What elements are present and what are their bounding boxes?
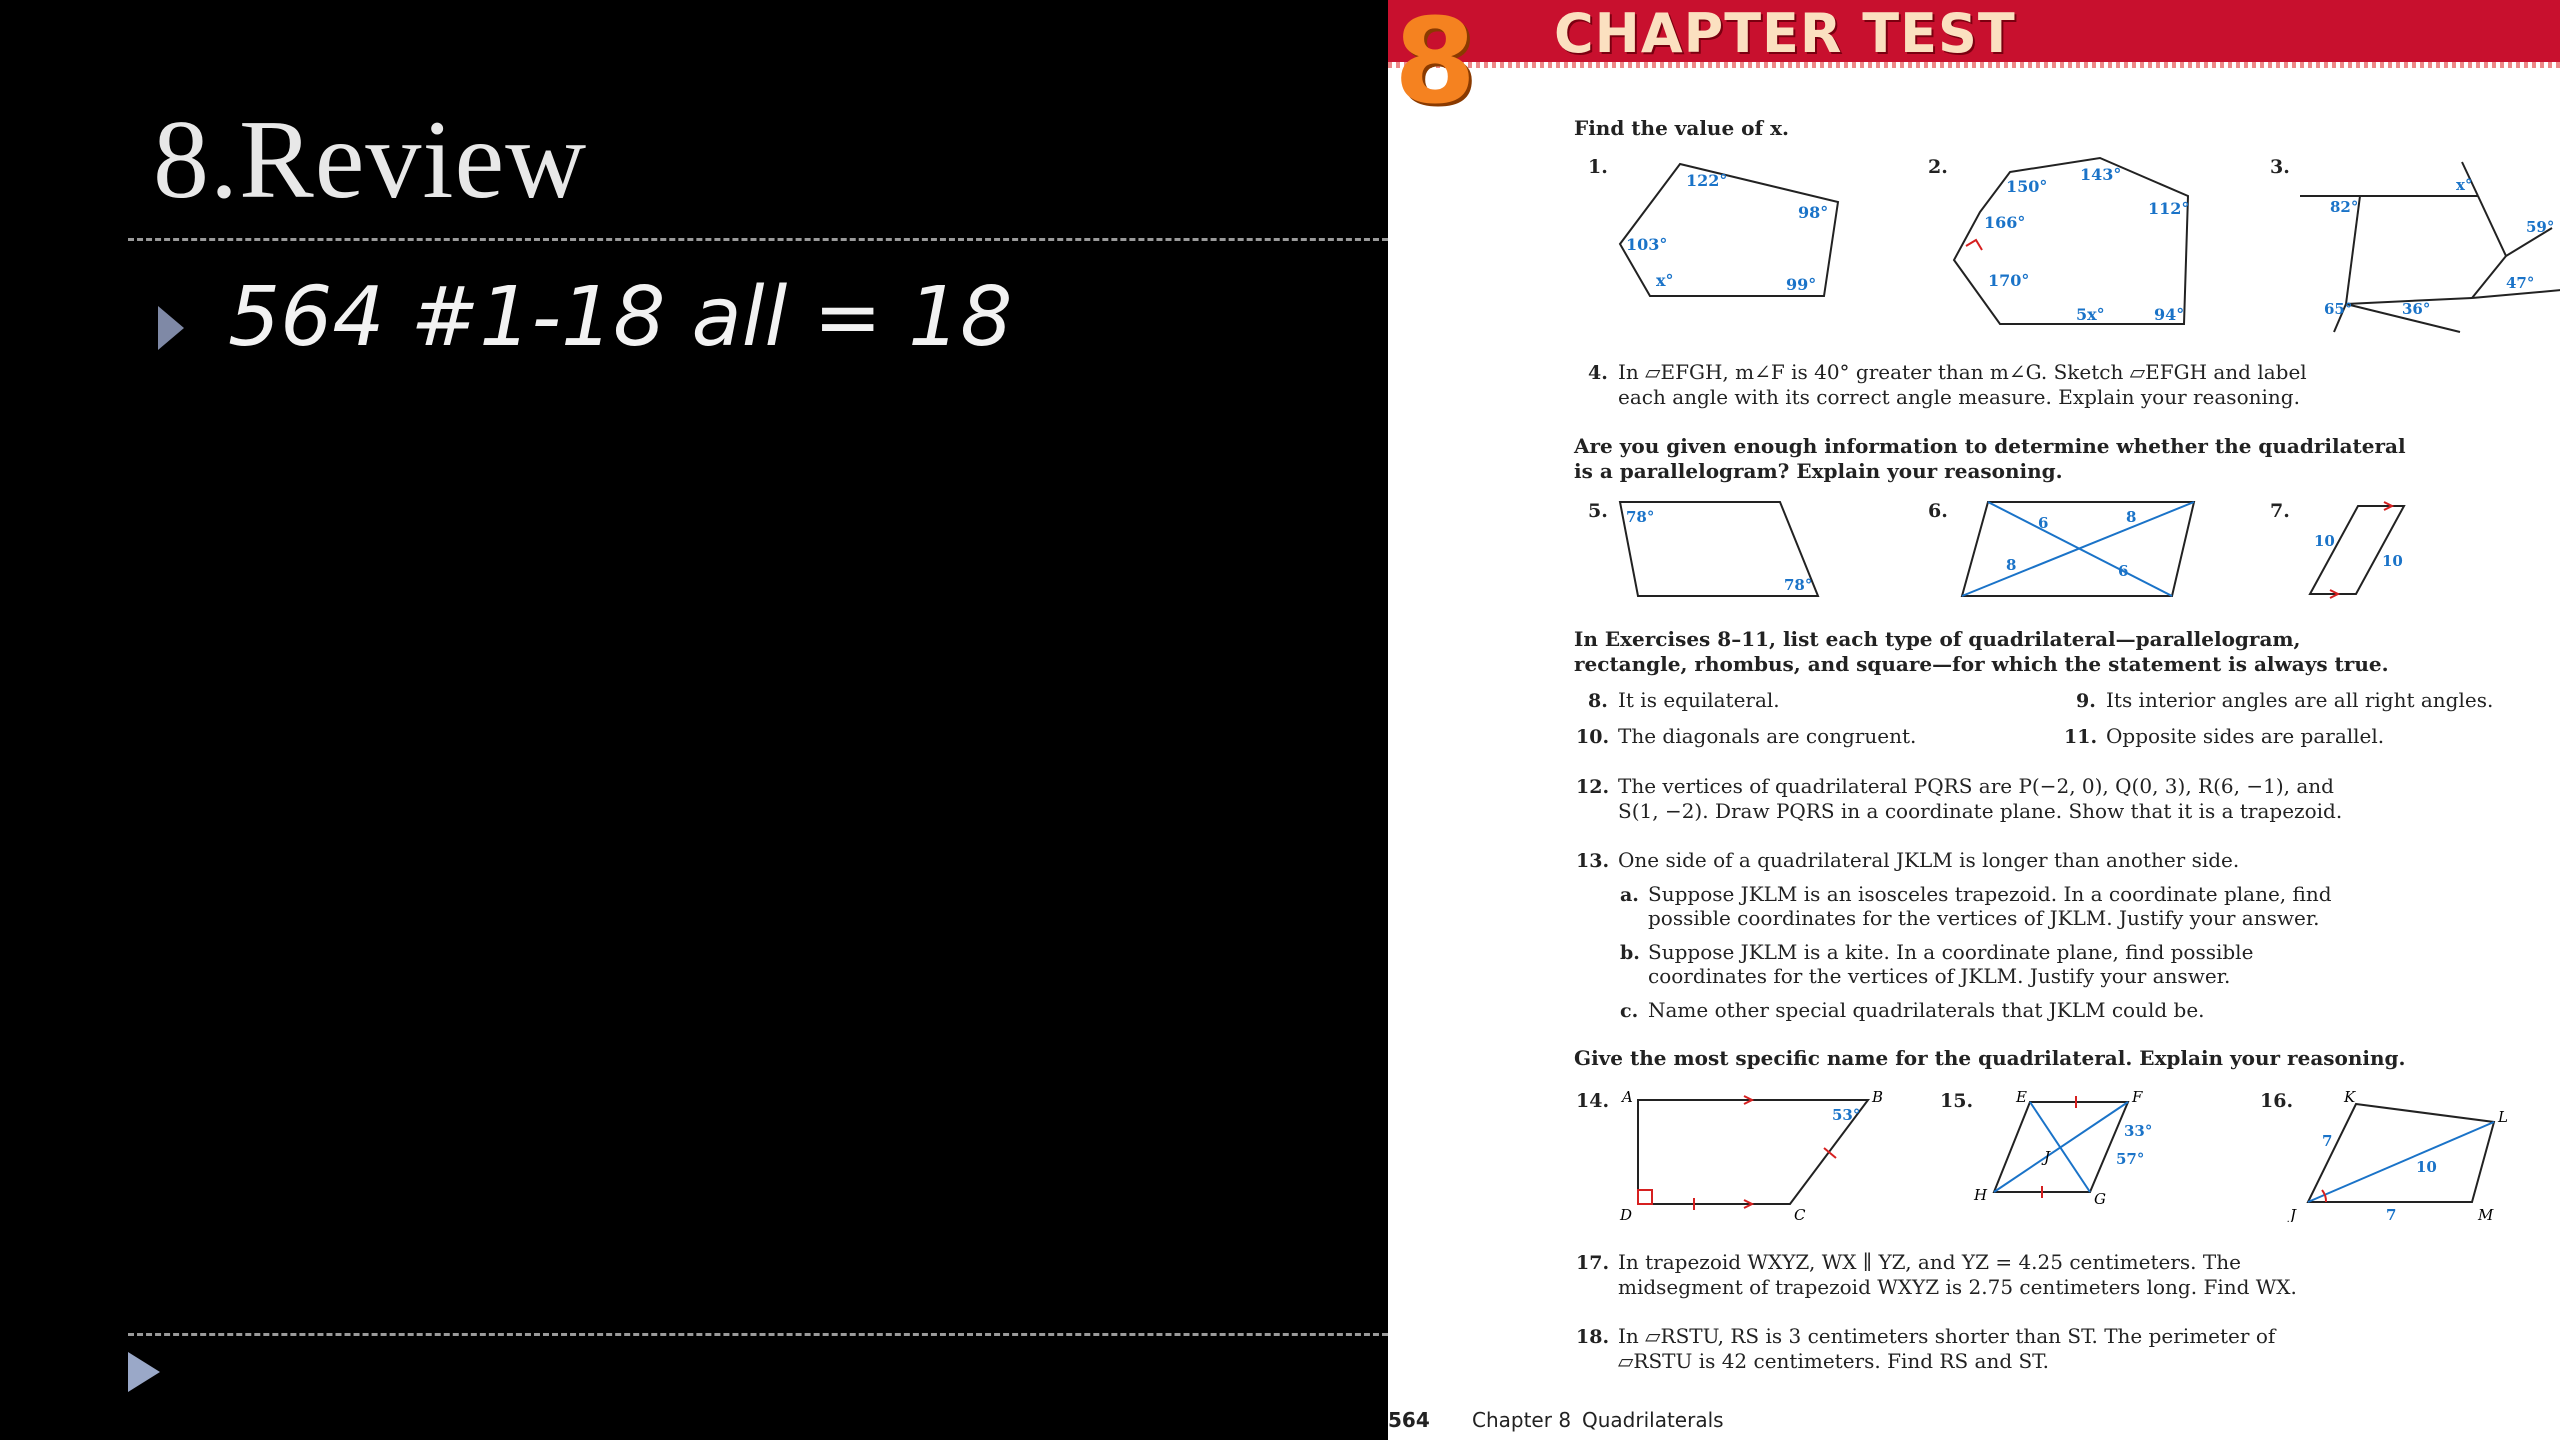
- ex4-line2: each angle with its correct angle measure. Explain your reasoning.: [1618, 385, 2300, 409]
- fig5-angle-bottom: 78°: [1784, 576, 1813, 594]
- ex13-text: One side of a quadrilateral JKLM is longer than another side.: [1618, 848, 2240, 872]
- fig15-vertex-G: G: [2094, 1190, 2106, 1208]
- fig16-vertex-L: L: [2498, 1108, 2508, 1126]
- ex4-line1: In ▱EFGH, m∠F is 40° greater than m∠G. Sketch ▱EFGH and label: [1618, 360, 2307, 384]
- footer-section: Quadrilaterals: [1582, 1408, 1724, 1432]
- chapter-number: 8: [1394, 0, 1477, 130]
- figure-14-trapezoid: [1614, 1086, 1904, 1222]
- ex13-number: 13.: [1576, 850, 1610, 872]
- section-parallelogram-l1: Are you given enough information to determine whether the quadrilateral: [1574, 434, 2406, 458]
- ex16-number: 16.: [2260, 1090, 2294, 1112]
- ex8-number: 8.: [1588, 690, 1608, 712]
- footer-chapter: Chapter 8: [1472, 1408, 1572, 1432]
- fig16-vertex-M: M: [2478, 1206, 2494, 1222]
- fig14-vertex-B: B: [1872, 1088, 1884, 1106]
- section-quad-types-l2: rectangle, rhombus, and square—for which the statement is always true.: [1574, 652, 2389, 676]
- fig3-angle-36: 36°: [2402, 300, 2431, 318]
- ex2-number: 2.: [1928, 156, 1948, 178]
- ex14-number: 14.: [1576, 1090, 1610, 1112]
- bullet-triangle-icon: [158, 306, 184, 350]
- figure-1-pentagon: [1610, 150, 1870, 310]
- figure-7-parallelogram: [2298, 498, 2438, 602]
- fig14-vertex-D: D: [1620, 1206, 1633, 1222]
- ex10-text: The diagonals are congruent.: [1618, 724, 1917, 748]
- fig14-vertex-C: C: [1794, 1206, 1806, 1222]
- fig15-vertex-E: E: [2016, 1088, 2027, 1106]
- ex12-number: 12.: [1576, 776, 1610, 798]
- ex11-number: 11.: [2064, 726, 2098, 748]
- fig1-angle-98: 98°: [1798, 203, 1829, 222]
- fig3-angle-x: x°: [2456, 176, 2473, 194]
- chapter-title: CHAPTER TEST: [1554, 2, 2016, 65]
- section-parallelogram-l2: is a parallelogram? Explain your reasoning.: [1574, 459, 2063, 483]
- ex9-number: 9.: [2076, 690, 2096, 712]
- fig1-angle-103: 103°: [1626, 235, 1668, 254]
- ex12-line1: The vertices of quadrilateral PQRS are P(−2, 0), Q(0, 3), R(6, −1), and: [1618, 774, 2334, 798]
- fig3-angle-59: 59°: [2526, 218, 2555, 236]
- ex13c-text: Name other special quadrilaterals that JKLM could be.: [1648, 998, 2205, 1022]
- fig15-angle-33: 33°: [2124, 1122, 2153, 1140]
- fig16-vertex-J: J: [2290, 1206, 2297, 1222]
- fig16-diagonal-10: 10: [2416, 1158, 2437, 1176]
- fig6-seg-6-bottom: 6: [2118, 562, 2129, 580]
- fig6-seg-8-top: 8: [2126, 508, 2137, 526]
- fig14-angle-53: 53°: [1832, 1106, 1861, 1124]
- ex10-number: 10.: [1576, 726, 1610, 748]
- fig1-angle-x: x°: [1656, 271, 1674, 290]
- ex6-number: 6.: [1928, 500, 1948, 522]
- fig5-angle-top: 78°: [1626, 508, 1655, 526]
- footer-page-number: 564: [1388, 1408, 1430, 1432]
- figure-15-rhombus: [1960, 1086, 2190, 1216]
- ex13a-letter: a.: [1620, 884, 1639, 906]
- ex18-line2: ▱RSTU is 42 centimeters. Find RS and ST.: [1618, 1349, 2049, 1373]
- textbook-page: [1388, 0, 2560, 1440]
- figure-2-heptagon: [1944, 150, 2204, 330]
- slide-bullet: 564 #1-18 all = 18: [228, 270, 1013, 365]
- fig15-angle-57: 57°: [2116, 1150, 2145, 1168]
- figure-6-diagonals: [1958, 498, 2198, 602]
- fig15-vertex-F: F: [2132, 1088, 2143, 1106]
- ex17-line2: midsegment of trapezoid WXYZ is 2.75 centimeters long. Find WX.: [1618, 1275, 2297, 1299]
- ex11-text: Opposite sides are parallel.: [2106, 724, 2385, 748]
- ex4-number: 4.: [1588, 362, 1608, 384]
- ex1-number: 1.: [1588, 156, 1608, 178]
- fig2-angle-166: 166°: [1984, 213, 2026, 232]
- fig2-angle-170: 170°: [1988, 271, 2030, 290]
- ex13b-line1: Suppose JKLM is a kite. In a coordinate plane, find possible: [1648, 940, 2254, 964]
- fig2-angle-5x: 5x°: [2076, 305, 2105, 324]
- ex17-line1: In trapezoid WXYZ, WX ∥ YZ, and YZ = 4.25 centimeters. The: [1618, 1250, 2241, 1274]
- ex17-number: 17.: [1576, 1252, 1610, 1274]
- fig15-point-J: J: [2044, 1148, 2051, 1166]
- fig3-angle-65: 65°: [2324, 300, 2353, 318]
- fig16-vertex-K: K: [2344, 1088, 2356, 1106]
- ex12-line2: S(1, −2). Draw PQRS in a coordinate plane. Show that it is a trapezoid.: [1618, 799, 2343, 823]
- fig16-side-7-left: 7: [2322, 1132, 2333, 1150]
- ex13a-line1: Suppose JKLM is an isosceles trapezoid. In a coordinate plane, find: [1648, 882, 2332, 906]
- title-divider: [128, 238, 1388, 241]
- fig1-angle-99: 99°: [1786, 275, 1817, 294]
- ex13b-letter: b.: [1620, 942, 1640, 964]
- fig3-angle-82: 82°: [2330, 198, 2359, 216]
- ex13c-letter: c.: [1620, 1000, 1639, 1022]
- figure-16-kite: [2276, 1086, 2516, 1222]
- figure-3-exterior-angles: [2300, 156, 2560, 346]
- ex9-text: Its interior angles are all right angles.: [2106, 688, 2494, 712]
- ex7-number: 7.: [2270, 500, 2290, 522]
- fig6-seg-6-top: 6: [2038, 514, 2049, 532]
- section-quad-types-l1: In Exercises 8–11, list each type of quadrilateral—parallelogram,: [1574, 627, 2301, 651]
- fig2-angle-112: 112°: [2148, 199, 2190, 218]
- fig6-seg-8-bottom: 8: [2006, 556, 2017, 574]
- figure-5-quadrilateral: [1616, 498, 1836, 602]
- ex18-line1: In ▱RSTU, RS is 3 centimeters shorter than ST. The perimeter of: [1618, 1324, 2276, 1348]
- ex13a-line2: possible coordinates for the vertices of JKLM. Justify your answer.: [1648, 906, 2320, 930]
- fig2-angle-143: 143°: [2080, 165, 2122, 184]
- section-specific-name: Give the most specific name for the quadrilateral. Explain your reasoning.: [1574, 1046, 2406, 1070]
- fig3-angle-47: 47°: [2506, 274, 2535, 292]
- fig2-angle-150: 150°: [2006, 177, 2048, 196]
- fig15-vertex-H: H: [1974, 1186, 1988, 1204]
- fig1-angle-122: 122°: [1686, 171, 1728, 190]
- fig2-angle-94: 94°: [2154, 305, 2185, 324]
- ex13b-line2: coordinates for the vertices of JKLM. Justify your answer.: [1648, 964, 2231, 988]
- fig16-side-7-bottom: 7: [2386, 1206, 2397, 1222]
- section-find-x: Find the value of x.: [1574, 116, 1789, 140]
- fig14-vertex-A: A: [1622, 1088, 1633, 1106]
- slide-title: 8.Review: [153, 98, 588, 222]
- ex5-number: 5.: [1588, 500, 1608, 522]
- ex15-number: 15.: [1940, 1090, 1974, 1112]
- fig7-side-right: 10: [2382, 552, 2403, 570]
- play-arrow-icon[interactable]: [128, 1352, 160, 1392]
- ex8-text: It is equilateral.: [1618, 688, 1780, 712]
- fig7-side-left: 10: [2314, 532, 2335, 550]
- ex18-number: 18.: [1576, 1326, 1610, 1348]
- ex3-number: 3.: [2270, 156, 2290, 178]
- footer-divider: [128, 1333, 1388, 1336]
